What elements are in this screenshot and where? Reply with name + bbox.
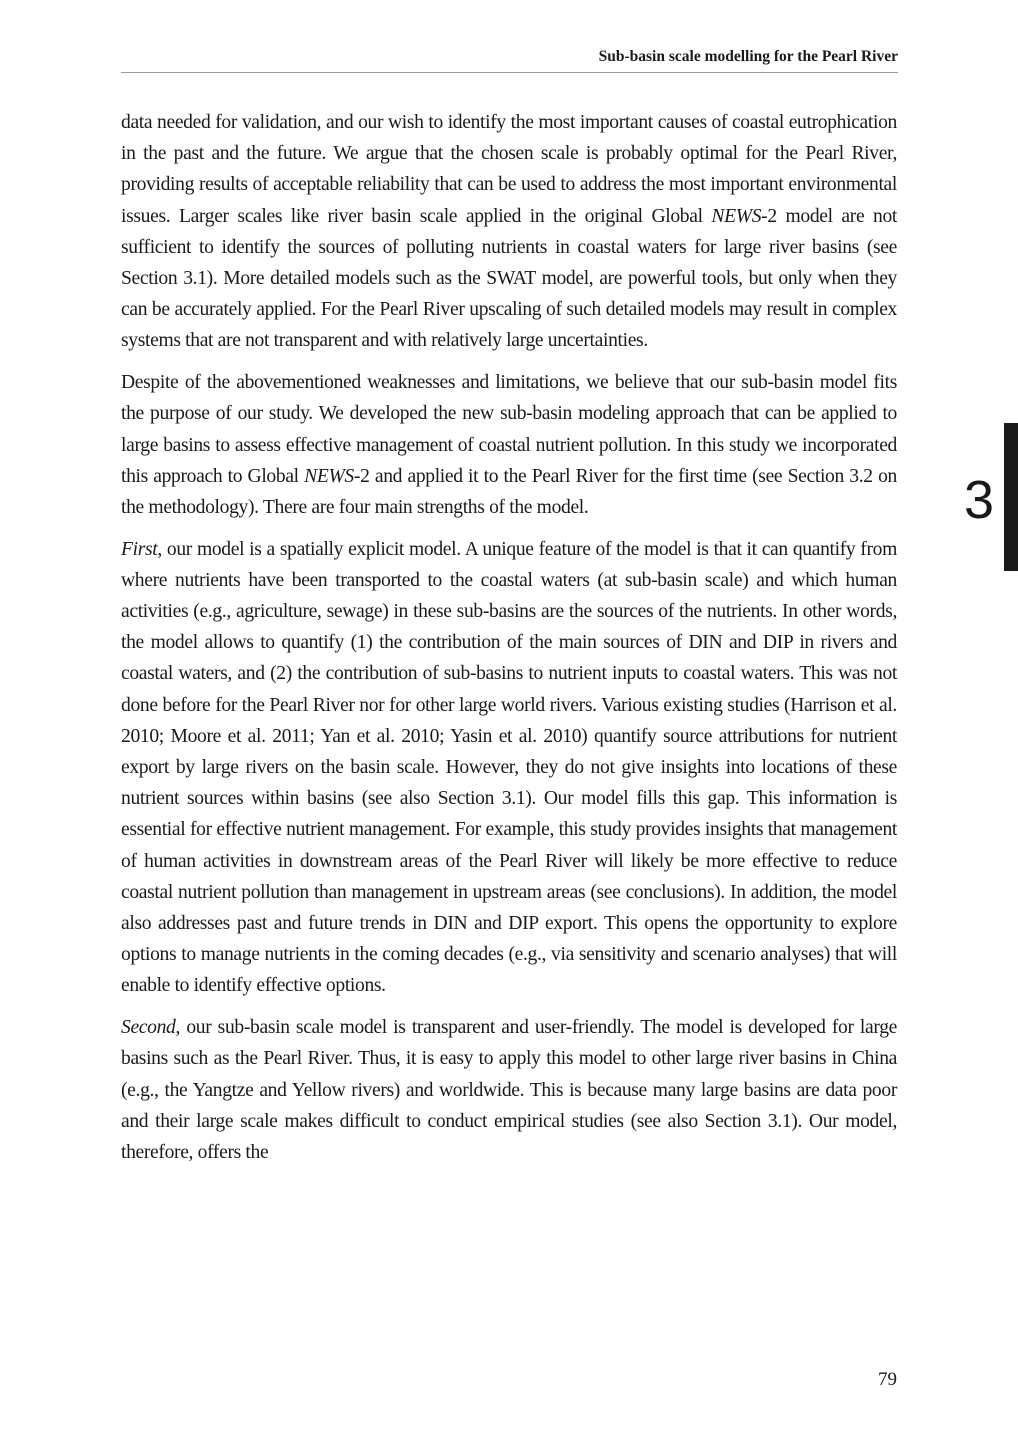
text-segment: data needed for validation, and our wish to identify the most important causes of coastal eutrophication in the past and the future. We argue that the chosen scale is probably optimal for the Pearl River, providing results of acceptable reliability that can be used to address the most important environmental issues. Larger scales like river basin scale applied in the original Global: [121, 112, 897, 227]
text-segment-italic: Second: [121, 1017, 176, 1039]
page-number: 79: [878, 1369, 897, 1390]
running-title: Sub-basin scale modelling for the Pearl River: [598, 48, 898, 65]
body-text: [121, 107, 897, 1179]
paragraph-first-strength: [121, 534, 897, 1002]
chapter-number: 3: [963, 470, 995, 530]
text-segment-italic: NEWS: [711, 205, 762, 227]
text-segment-italic: First: [121, 538, 158, 560]
text-segment: , our sub-basin scale model is transparent and user-friendly. The model is developed for large basins such as the Pearl River. Thus, it is easy to apply this model to other large river basins in China (e.g., the Yangtze and Yellow rivers) and worldwide. This is because many large basins are data poor and their large scale makes difficult to conduct empirical studies (see also Section 3.1). Our model, therefore, offers the: [121, 1017, 897, 1163]
text-segment: Despite of the abovementioned weaknesses and limitations, we believe that our sub-basin model fits the purpose of our study. We developed the new sub-basin modeling approach that can be applied to large basins to assess effective management of coastal nutrient pollution. In this study we incorporated this approach to Global: [121, 372, 897, 487]
paragraph-second-strength: [121, 1012, 897, 1168]
text-segment: , our model is a spatially explicit model. A unique feature of the model is that it can quantify from where nutrients have been transported to the coastal waters (at sub-basin scale) and which human activities (e.g., agriculture, sewage) in these sub-basins are the sources of the nutrients. In other words, the model allows to quantify (1) the contribution of the main sources of DIN and DIP in rivers and coastal waters, and (2) the contribution of sub-basins to nutrient inputs to coastal waters. This was not done before for the Pearl River nor for other large world rivers. Various existing studies (Harrison et al. 2010; Moore et al. 2011; Yan et al. 2010; Yasin et al. 2010) quantify source attributions for nutrient export by large rivers on the basin scale. However, they do not give insights into locations of these nutrient sources within basins (see also Section 3.1). Our model fills this gap. This information is essential for effective nutrient management. For example, this study provides insights that management of human activities in downstream areas of the Pearl River will likely be more effective to reduce coastal nutrient pollution than management in upstream areas (see conclusions). In addition, the model also addresses past and future trends in DIN and DIP export. This opens the opportunity to explore options to manage nutrients in the coming decades (e.g., via sensitivity and scenario analyses) that will enable to identify effective options.: [121, 538, 897, 997]
text-segment-italic: NEWS: [304, 465, 354, 487]
paragraph-weaknesses: [121, 367, 897, 523]
chapter-thumb-tab: [1004, 423, 1018, 571]
text-segment: -2 model are not sufficient to identify the sources of polluting nutrients in coastal waters for large river basins (see Section 3.1). More detailed models such as the SWAT model, are powerful tools, but only when they can be accurately applied. For the Pearl River upscaling of such detailed models may result in complex systems that are not transparent and with relatively large uncertainties.: [121, 205, 897, 352]
text-segment: -2 and applied it to the Pearl River for the first time (see Section 3.2 on the methodology). There are four main strengths of the model.: [121, 465, 897, 518]
paragraph-validation-scale: [121, 107, 897, 357]
running-header: [121, 46, 898, 73]
